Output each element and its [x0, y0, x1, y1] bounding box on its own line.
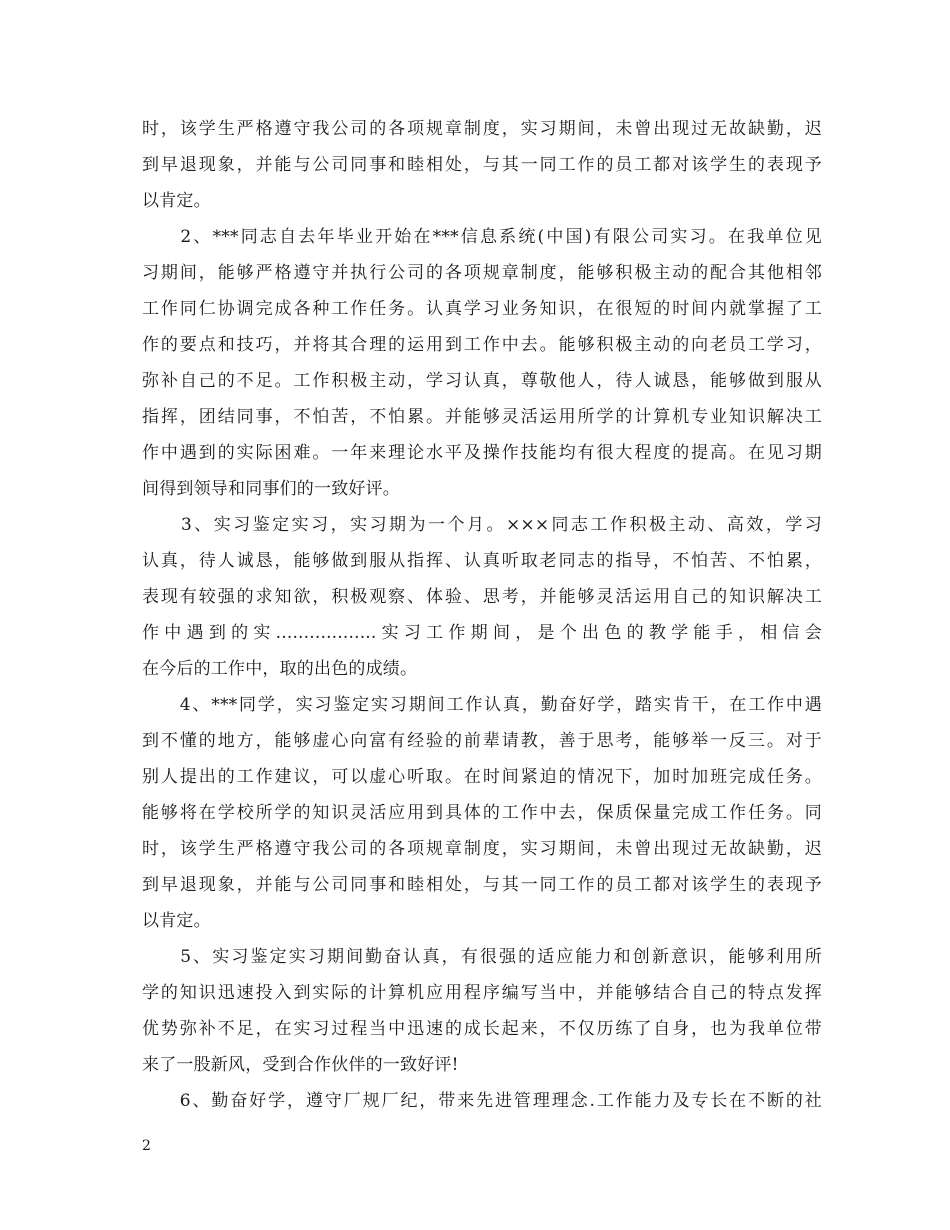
- text-line: 间得到领导和同事们的一致好评。: [142, 479, 400, 499]
- text-line: 4、***同学，实习鉴定实习期间工作认真，勤奋好学，踏实肯干，在工作中遇: [142, 695, 822, 715]
- text-line: 工作同仁协调完成各种工作任务。认真学习业务知识，在很短的时间内就掌握了工: [142, 299, 822, 319]
- text-line: 6、勤奋好学，遵守厂规厂纪，带来先进管理理念.工作能力及专长在不断的社: [142, 1091, 822, 1111]
- text-line: 认真，待人诚恳，能够做到服从指挥、认真听取老同志的指导，不怕苦、不怕累，: [142, 551, 822, 571]
- text-line: 指挥，团结同事，不怕苦，不怕累。并能够灵活运用所学的计算机专业知识解决工: [142, 407, 822, 427]
- text-line: 学的知识迅速投入到实际的计算机应用程序编写当中，并能够结合自己的特点发挥: [142, 983, 822, 1003]
- text-line: 以肯定。: [142, 191, 211, 211]
- text-line: 时，该学生严格遵守我公司的各项规章制度，实习期间，未曾出现过无故缺勤，迟: [142, 839, 822, 859]
- text-line: 作的要点和技巧，并将其合理的运用到工作中去。能够积极主动的向老员工学习，: [142, 335, 822, 355]
- text-line: 优势弥补不足，在实习过程当中迅速的成长起来，不仅历练了自身，也为我单位带: [142, 1019, 822, 1039]
- text-line: 3、实习鉴定实习，实习期为一个月。×××同志工作积极主动、高效，学习: [142, 515, 822, 535]
- text-line: 在今后的工作中，取的出色的成绩。: [142, 659, 418, 679]
- text-line: 5、实习鉴定实习期间勤奋认真，有很强的适应能力和创新意识，能够利用所: [142, 947, 822, 967]
- page-number: 2: [142, 1138, 151, 1154]
- text-line: 能够将在学校所学的知识灵活应用到具体的工作中去，保质保量完成工作任务。同: [142, 803, 822, 823]
- text-line: 表现有较强的求知欲，积极观察、体验、思考，并能够灵活运用自己的知识解决工: [142, 587, 822, 607]
- text-line: 以肯定。: [142, 911, 211, 931]
- text-line: 2、***同志自去年毕业开始在***信息系统(中国)有限公司实习。在我单位见: [142, 227, 822, 247]
- text-line: 时，该学生严格遵守我公司的各项规章制度，实习期间，未曾出现过无故缺勤，迟: [142, 119, 822, 139]
- text-line: 来了一股新风，受到合作伙伴的一致好评!: [142, 1055, 459, 1075]
- text-line: 习期间，能够严格遵守并执行公司的各项规章制度，能够积极主动的配合其他相邻: [142, 263, 822, 283]
- text-line: 到早退现象，并能与公司同事和睦相处，与其一同工作的员工都对该学生的表现予: [142, 875, 822, 895]
- text-line: 作中遇到的实际困难。一年来理论水平及操作技能均有很大程度的提高。在见习期: [142, 443, 822, 463]
- text-line: 别人提出的工作建议，可以虚心听取。在时间紧迫的情况下，加时加班完成任务。: [142, 767, 822, 787]
- text-line: 到早退现象，并能与公司同事和睦相处，与其一同工作的员工都对该学生的表现予: [142, 155, 822, 175]
- text-line: 弥补自己的不足。工作积极主动，学习认真，尊敬他人，待人诚恳，能够做到服从: [142, 371, 822, 391]
- text-line: 作中遇到的实..................实习工作期间，是个出色的教学能手，相信会: [142, 623, 822, 643]
- text-line: 到不懂的地方，能够虚心向富有经验的前辈请教，善于思考，能够举一反三。对于: [142, 731, 822, 751]
